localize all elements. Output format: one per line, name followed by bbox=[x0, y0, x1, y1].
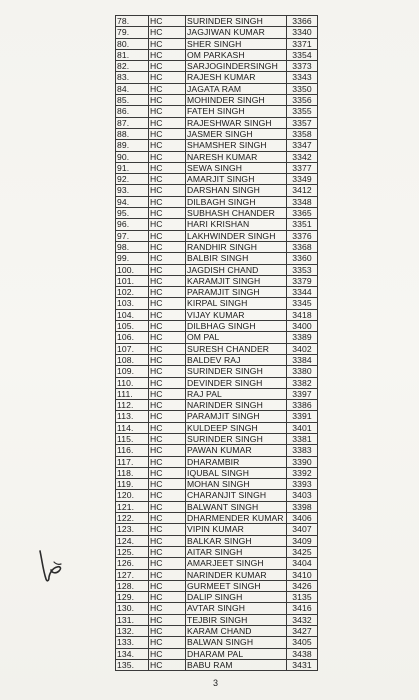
table-row bbox=[116, 38, 318, 49]
name-cell: BABU RAM bbox=[186, 659, 287, 670]
belt-number-cell: 3398 bbox=[287, 501, 318, 512]
serial-number-cell: 132. bbox=[116, 626, 149, 637]
belt-number-cell: 3401 bbox=[287, 422, 318, 433]
page-number: 3 bbox=[212, 678, 218, 688]
serial-number-cell: 98. bbox=[116, 241, 149, 252]
table-row bbox=[116, 151, 318, 162]
name-cell: JASMER SINGH bbox=[186, 128, 287, 139]
serial-number-cell: 99. bbox=[116, 253, 149, 264]
belt-number-cell: 3432 bbox=[287, 614, 318, 625]
rank-cell: HC bbox=[149, 569, 186, 580]
belt-number-cell: 3348 bbox=[287, 196, 318, 207]
table-row bbox=[116, 524, 318, 535]
belt-number-cell: 3379 bbox=[287, 275, 318, 286]
serial-number-cell: 79. bbox=[116, 27, 149, 38]
rank-cell: HC bbox=[149, 524, 186, 535]
name-cell: RAJ PAL bbox=[186, 388, 287, 399]
serial-number-cell: 128. bbox=[116, 580, 149, 591]
belt-number-cell: 3431 bbox=[287, 659, 318, 670]
rank-cell: HC bbox=[149, 72, 186, 83]
belt-number-cell: 3382 bbox=[287, 377, 318, 388]
name-cell: PAWAN KUMAR bbox=[186, 445, 287, 456]
rank-cell: HC bbox=[149, 185, 186, 196]
name-cell: NARINDER KUMAR bbox=[186, 569, 287, 580]
table-row bbox=[116, 400, 318, 411]
serial-number-cell: 93. bbox=[116, 185, 149, 196]
table-row bbox=[116, 72, 318, 83]
serial-number-cell: 124. bbox=[116, 535, 149, 546]
belt-number-cell: 3349 bbox=[287, 174, 318, 185]
belt-number-cell: 3342 bbox=[287, 151, 318, 162]
belt-number-cell: 3402 bbox=[287, 343, 318, 354]
name-cell: BALWANT SINGH bbox=[186, 501, 287, 512]
serial-number-cell: 91. bbox=[116, 162, 149, 173]
rank-cell: HC bbox=[149, 287, 186, 298]
table-row bbox=[116, 106, 318, 117]
table-row bbox=[116, 219, 318, 230]
rank-cell: HC bbox=[149, 659, 186, 670]
name-cell: VIJAY KUMAR bbox=[186, 309, 287, 320]
serial-number-cell: 111. bbox=[116, 388, 149, 399]
table-row bbox=[116, 95, 318, 106]
rank-cell: HC bbox=[149, 580, 186, 591]
name-cell: SEWA SINGH bbox=[186, 162, 287, 173]
name-cell: RAJESH KUMAR bbox=[186, 72, 287, 83]
belt-number-cell: 3354 bbox=[287, 49, 318, 60]
belt-number-cell: 3353 bbox=[287, 264, 318, 275]
table-row bbox=[116, 535, 318, 546]
name-cell: KULDEEP SINGH bbox=[186, 422, 287, 433]
serial-number-cell: 110. bbox=[116, 377, 149, 388]
belt-number-cell: 3405 bbox=[287, 637, 318, 648]
rank-cell: HC bbox=[149, 128, 186, 139]
rank-cell: HC bbox=[149, 592, 186, 603]
belt-number-cell: 3390 bbox=[287, 456, 318, 467]
rank-cell: HC bbox=[149, 309, 186, 320]
serial-number-cell: 125. bbox=[116, 546, 149, 557]
rank-cell: HC bbox=[149, 275, 186, 286]
belt-number-cell: 3438 bbox=[287, 648, 318, 659]
table-row bbox=[116, 298, 318, 309]
belt-number-cell: 3377 bbox=[287, 162, 318, 173]
table-row bbox=[116, 275, 318, 286]
rank-cell: HC bbox=[149, 377, 186, 388]
belt-number-cell: 3360 bbox=[287, 253, 318, 264]
belt-number-cell: 3358 bbox=[287, 128, 318, 139]
serial-number-cell: 89. bbox=[116, 140, 149, 151]
table-row bbox=[116, 614, 318, 625]
table-row bbox=[116, 592, 318, 603]
belt-number-cell: 3381 bbox=[287, 433, 318, 444]
name-cell: DARSHAN SINGH bbox=[186, 185, 287, 196]
rank-cell: HC bbox=[149, 332, 186, 343]
rank-cell: HC bbox=[149, 61, 186, 72]
roster-table-body bbox=[116, 16, 318, 671]
rank-cell: HC bbox=[149, 208, 186, 219]
name-cell: IQUBAL SINGH bbox=[186, 467, 287, 478]
serial-number-cell: 87. bbox=[116, 117, 149, 128]
serial-number-cell: 88. bbox=[116, 128, 149, 139]
serial-number-cell: 85. bbox=[116, 95, 149, 106]
name-cell: SURINDER SINGH bbox=[186, 433, 287, 444]
table-row bbox=[116, 479, 318, 490]
rank-cell: HC bbox=[149, 83, 186, 94]
belt-number-cell: 3426 bbox=[287, 580, 318, 591]
name-cell: DILBAGH SINGH bbox=[186, 196, 287, 207]
belt-number-cell: 3371 bbox=[287, 38, 318, 49]
belt-number-cell: 3404 bbox=[287, 558, 318, 569]
table-row bbox=[116, 433, 318, 444]
serial-number-cell: 130. bbox=[116, 603, 149, 614]
rank-cell: HC bbox=[149, 95, 186, 106]
table-row bbox=[116, 49, 318, 60]
belt-number-cell: 3425 bbox=[287, 546, 318, 557]
table-row bbox=[116, 264, 318, 275]
belt-number-cell: 3418 bbox=[287, 309, 318, 320]
rank-cell: HC bbox=[149, 648, 186, 659]
name-cell: JAGJIWAN KUMAR bbox=[186, 27, 287, 38]
name-cell: DHARAM PAL bbox=[186, 648, 287, 659]
serial-number-cell: 127. bbox=[116, 569, 149, 580]
name-cell: OM PARKASH bbox=[186, 49, 287, 60]
table-row bbox=[116, 253, 318, 264]
belt-number-cell: 3386 bbox=[287, 400, 318, 411]
table-row bbox=[116, 501, 318, 512]
rank-cell: HC bbox=[149, 433, 186, 444]
serial-number-cell: 129. bbox=[116, 592, 149, 603]
rank-cell: HC bbox=[149, 140, 186, 151]
serial-number-cell: 104. bbox=[116, 309, 149, 320]
table-row bbox=[116, 626, 318, 637]
table-row bbox=[116, 27, 318, 38]
belt-number-cell: 3427 bbox=[287, 626, 318, 637]
serial-number-cell: 116. bbox=[116, 445, 149, 456]
belt-number-cell: 3383 bbox=[287, 445, 318, 456]
table-row bbox=[116, 377, 318, 388]
rank-cell: HC bbox=[149, 626, 186, 637]
rank-cell: HC bbox=[149, 558, 186, 569]
serial-number-cell: 83. bbox=[116, 72, 149, 83]
table-row bbox=[116, 140, 318, 151]
belt-number-cell: 3351 bbox=[287, 219, 318, 230]
serial-number-cell: 103. bbox=[116, 298, 149, 309]
rank-cell: HC bbox=[149, 411, 186, 422]
table-row bbox=[116, 580, 318, 591]
rank-cell: HC bbox=[149, 219, 186, 230]
serial-number-cell: 100. bbox=[116, 264, 149, 275]
rank-cell: HC bbox=[149, 535, 186, 546]
rank-cell: HC bbox=[149, 38, 186, 49]
rank-cell: HC bbox=[149, 445, 186, 456]
table-row bbox=[116, 558, 318, 569]
table-row bbox=[116, 196, 318, 207]
serial-number-cell: 131. bbox=[116, 614, 149, 625]
belt-number-cell: 3368 bbox=[287, 241, 318, 252]
table-row bbox=[116, 354, 318, 365]
serial-number-cell: 105. bbox=[116, 321, 149, 332]
rank-cell: HC bbox=[149, 467, 186, 478]
table-row bbox=[116, 309, 318, 320]
belt-number-cell: 3416 bbox=[287, 603, 318, 614]
serial-number-cell: 102. bbox=[116, 287, 149, 298]
table-row bbox=[116, 411, 318, 422]
belt-number-cell: 3340 bbox=[287, 27, 318, 38]
belt-number-cell: 3407 bbox=[287, 524, 318, 535]
rank-cell: HC bbox=[149, 422, 186, 433]
table-row bbox=[116, 241, 318, 252]
serial-number-cell: 97. bbox=[116, 230, 149, 241]
serial-number-cell: 108. bbox=[116, 354, 149, 365]
name-cell: RANDHIR SINGH bbox=[186, 241, 287, 252]
belt-number-cell: 3345 bbox=[287, 298, 318, 309]
name-cell: KARAM CHAND bbox=[186, 626, 287, 637]
serial-number-cell: 113. bbox=[116, 411, 149, 422]
name-cell: RAJESHWAR SINGH bbox=[186, 117, 287, 128]
name-cell: SURINDER SINGH bbox=[186, 16, 287, 27]
serial-number-cell: 122. bbox=[116, 513, 149, 524]
table-row bbox=[116, 321, 318, 332]
serial-number-cell: 115. bbox=[116, 433, 149, 444]
table-row bbox=[116, 422, 318, 433]
rank-cell: HC bbox=[149, 241, 186, 252]
rank-cell: HC bbox=[149, 614, 186, 625]
rank-cell: HC bbox=[149, 162, 186, 173]
serial-number-cell: 126. bbox=[116, 558, 149, 569]
name-cell: KIRPAL SINGH bbox=[186, 298, 287, 309]
name-cell: SURINDER SINGH bbox=[186, 366, 287, 377]
name-cell: LAKHWINDER SINGH bbox=[186, 230, 287, 241]
serial-number-cell: 106. bbox=[116, 332, 149, 343]
name-cell: NARESH KUMAR bbox=[186, 151, 287, 162]
belt-number-cell: 3135 bbox=[287, 592, 318, 603]
belt-number-cell: 3376 bbox=[287, 230, 318, 241]
serial-number-cell: 134. bbox=[116, 648, 149, 659]
rank-cell: HC bbox=[149, 321, 186, 332]
name-cell: JAGDISH CHAND bbox=[186, 264, 287, 275]
name-cell: MOHINDER SINGH bbox=[186, 95, 287, 106]
belt-number-cell: 3392 bbox=[287, 467, 318, 478]
name-cell: AMARJIT SINGH bbox=[186, 174, 287, 185]
serial-number-cell: 96. bbox=[116, 219, 149, 230]
rank-cell: HC bbox=[149, 366, 186, 377]
rank-cell: HC bbox=[149, 343, 186, 354]
name-cell: PARAMJIT SINGH bbox=[186, 411, 287, 422]
table-row bbox=[116, 456, 318, 467]
belt-number-cell: 3350 bbox=[287, 83, 318, 94]
roster-table bbox=[115, 15, 318, 671]
rank-cell: HC bbox=[149, 400, 186, 411]
rank-cell: HC bbox=[149, 388, 186, 399]
rank-cell: HC bbox=[149, 501, 186, 512]
rank-cell: HC bbox=[149, 490, 186, 501]
name-cell: NARINDER SINGH bbox=[186, 400, 287, 411]
serial-number-cell: 92. bbox=[116, 174, 149, 185]
belt-number-cell: 3356 bbox=[287, 95, 318, 106]
name-cell: SHAMSHER SINGH bbox=[186, 140, 287, 151]
table-row bbox=[116, 162, 318, 173]
table-row bbox=[116, 388, 318, 399]
name-cell: KARAMJIT SINGH bbox=[186, 275, 287, 286]
table-row bbox=[116, 332, 318, 343]
table-row bbox=[116, 185, 318, 196]
name-cell: TEJBIR SINGH bbox=[186, 614, 287, 625]
belt-number-cell: 3400 bbox=[287, 321, 318, 332]
rank-cell: HC bbox=[149, 637, 186, 648]
rank-cell: HC bbox=[149, 174, 186, 185]
serial-number-cell: 119. bbox=[116, 479, 149, 490]
rank-cell: HC bbox=[149, 49, 186, 60]
belt-number-cell: 3347 bbox=[287, 140, 318, 151]
serial-number-cell: 117. bbox=[116, 456, 149, 467]
table-row bbox=[116, 445, 318, 456]
name-cell: GURMEET SINGH bbox=[186, 580, 287, 591]
table-row bbox=[116, 230, 318, 241]
serial-number-cell: 133. bbox=[116, 637, 149, 648]
belt-number-cell: 3365 bbox=[287, 208, 318, 219]
table-row bbox=[116, 128, 318, 139]
belt-number-cell: 3343 bbox=[287, 72, 318, 83]
name-cell: PARAMJIT SINGH bbox=[186, 287, 287, 298]
belt-number-cell: 3409 bbox=[287, 535, 318, 546]
name-cell: SHER SINGH bbox=[186, 38, 287, 49]
serial-number-cell: 81. bbox=[116, 49, 149, 60]
belt-number-cell: 3366 bbox=[287, 16, 318, 27]
table-row bbox=[116, 174, 318, 185]
name-cell: SURESH CHANDER bbox=[186, 343, 287, 354]
name-cell: BALDEV RAJ bbox=[186, 354, 287, 365]
serial-number-cell: 78. bbox=[116, 16, 149, 27]
table-row bbox=[116, 287, 318, 298]
name-cell: FATEH SINGH bbox=[186, 106, 287, 117]
table-row bbox=[116, 659, 318, 670]
table-row bbox=[116, 648, 318, 659]
rank-cell: HC bbox=[149, 16, 186, 27]
serial-number-cell: 121. bbox=[116, 501, 149, 512]
table-row bbox=[116, 490, 318, 501]
name-cell: JAGATA RAM bbox=[186, 83, 287, 94]
serial-number-cell: 118. bbox=[116, 467, 149, 478]
table-row bbox=[116, 16, 318, 27]
serial-number-cell: 94. bbox=[116, 196, 149, 207]
serial-number-cell: 84. bbox=[116, 83, 149, 94]
rank-cell: HC bbox=[149, 27, 186, 38]
belt-number-cell: 3344 bbox=[287, 287, 318, 298]
rank-cell: HC bbox=[149, 151, 186, 162]
table-row bbox=[116, 546, 318, 557]
rank-cell: HC bbox=[149, 298, 186, 309]
rank-cell: HC bbox=[149, 546, 186, 557]
belt-number-cell: 3412 bbox=[287, 185, 318, 196]
serial-number-cell: 107. bbox=[116, 343, 149, 354]
belt-number-cell: 3357 bbox=[287, 117, 318, 128]
name-cell: DHARAMBIR bbox=[186, 456, 287, 467]
name-cell: BALKAR SINGH bbox=[186, 535, 287, 546]
serial-number-cell: 120. bbox=[116, 490, 149, 501]
belt-number-cell: 3380 bbox=[287, 366, 318, 377]
rank-cell: HC bbox=[149, 264, 186, 275]
rank-cell: HC bbox=[149, 354, 186, 365]
name-cell: SUBHASH CHANDER bbox=[186, 208, 287, 219]
name-cell: DILBHAG SINGH bbox=[186, 321, 287, 332]
serial-number-cell: 95. bbox=[116, 208, 149, 219]
name-cell: BALBIR SINGH bbox=[186, 253, 287, 264]
belt-number-cell: 3403 bbox=[287, 490, 318, 501]
table-row bbox=[116, 569, 318, 580]
name-cell: AITAR SINGH bbox=[186, 546, 287, 557]
belt-number-cell: 3410 bbox=[287, 569, 318, 580]
signature-mark bbox=[36, 548, 66, 584]
belt-number-cell: 3397 bbox=[287, 388, 318, 399]
serial-number-cell: 90. bbox=[116, 151, 149, 162]
serial-number-cell: 112. bbox=[116, 400, 149, 411]
name-cell: SARJOGINDERSINGH bbox=[186, 61, 287, 72]
rank-cell: HC bbox=[149, 456, 186, 467]
rank-cell: HC bbox=[149, 253, 186, 264]
name-cell: MOHAN SINGH bbox=[186, 479, 287, 490]
name-cell: CHARANJIT SINGH bbox=[186, 490, 287, 501]
table-row bbox=[116, 61, 318, 72]
table-row bbox=[116, 513, 318, 524]
belt-number-cell: 3355 bbox=[287, 106, 318, 117]
rank-cell: HC bbox=[149, 479, 186, 490]
table-row bbox=[116, 208, 318, 219]
name-cell: DEVINDER SINGH bbox=[186, 377, 287, 388]
table-row bbox=[116, 117, 318, 128]
rank-cell: HC bbox=[149, 117, 186, 128]
table-row bbox=[116, 83, 318, 94]
name-cell: HARI KRISHAN bbox=[186, 219, 287, 230]
serial-number-cell: 82. bbox=[116, 61, 149, 72]
serial-number-cell: 135. bbox=[116, 659, 149, 670]
name-cell: OM PAL bbox=[186, 332, 287, 343]
name-cell: DALIP SINGH bbox=[186, 592, 287, 603]
serial-number-cell: 114. bbox=[116, 422, 149, 433]
serial-number-cell: 109. bbox=[116, 366, 149, 377]
rank-cell: HC bbox=[149, 196, 186, 207]
belt-number-cell: 3373 bbox=[287, 61, 318, 72]
name-cell: AVTAR SINGH bbox=[186, 603, 287, 614]
table-row bbox=[116, 343, 318, 354]
rank-cell: HC bbox=[149, 603, 186, 614]
serial-number-cell: 101. bbox=[116, 275, 149, 286]
table-row bbox=[116, 366, 318, 377]
belt-number-cell: 3393 bbox=[287, 479, 318, 490]
name-cell: AMARJEET SINGH bbox=[186, 558, 287, 569]
serial-number-cell: 86. bbox=[116, 106, 149, 117]
belt-number-cell: 3391 bbox=[287, 411, 318, 422]
belt-number-cell: 3384 bbox=[287, 354, 318, 365]
belt-number-cell: 3406 bbox=[287, 513, 318, 524]
serial-number-cell: 123. bbox=[116, 524, 149, 535]
name-cell: DHARMENDER KUMAR bbox=[186, 513, 287, 524]
rank-cell: HC bbox=[149, 513, 186, 524]
rank-cell: HC bbox=[149, 106, 186, 117]
table-row bbox=[116, 637, 318, 648]
belt-number-cell: 3389 bbox=[287, 332, 318, 343]
name-cell: BALWAN SINGH bbox=[186, 637, 287, 648]
name-cell: VIPIN KUMAR bbox=[186, 524, 287, 535]
serial-number-cell: 80. bbox=[116, 38, 149, 49]
table-row bbox=[116, 603, 318, 614]
table-row bbox=[116, 467, 318, 478]
rank-cell: HC bbox=[149, 230, 186, 241]
